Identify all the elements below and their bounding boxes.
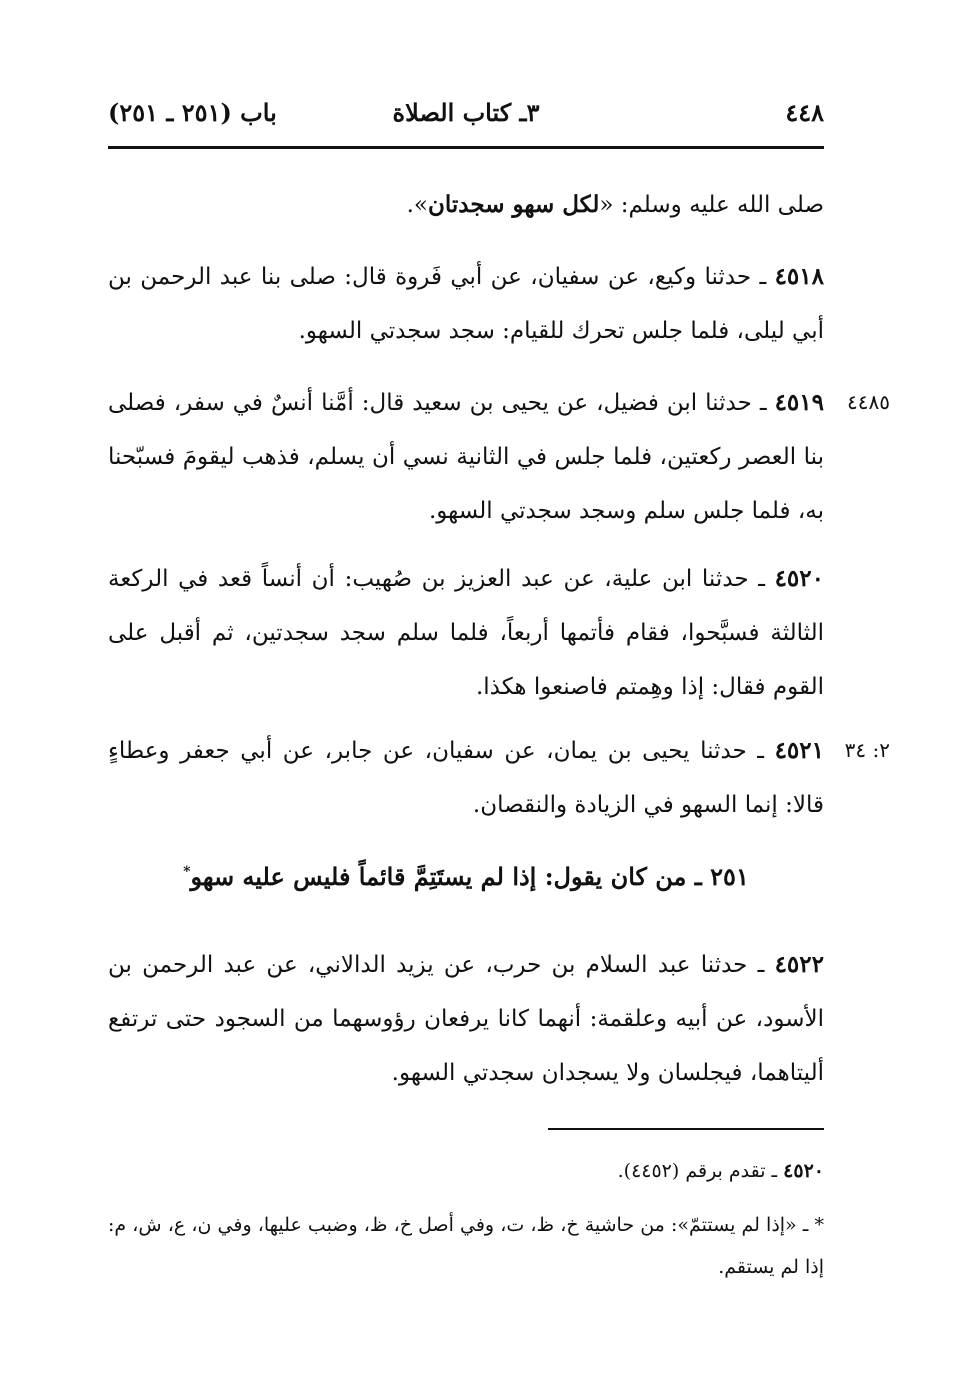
hadith-number: ٤٥٢١ [774,737,824,764]
hadith-4519 [108,376,824,538]
hadith-4521 [108,724,824,832]
section-heading-text: ٢٥١ ـ من كان يقول: إذا لم يستَتِمَّ قائماً فليس عليه سهو [190,862,749,891]
hadith-text: ـ حدثنا يحيى بن يمان، عن سفيان، عن جابر، عن أبي جعفر وعطاءٍ قالا: إنما السهو في الزيادة والنقصان. [108,738,824,818]
footnote-1 [108,1150,824,1192]
hadith-text: ـ حدثنا ابن علية، عن عبد العزيز بن صُهيب: أن أنساً قعد في الركعة الثالثة فسبَّحوا، فقام فأتمها أربعاً، فلما سلم سجد سجدتين، ثم أقبل على القوم فقال: إذا وهِمتم فاصنعوا هكذا. [108,566,824,700]
hadith-text: ـ حدثنا وكيع، عن سفيان، عن أبي فَروة قال: صلى بنا عبد الرحمن بن أبي ليلى، فلما جلس تحرك للقيام: سجد سجدتي السهو. [108,264,824,344]
section-heading [108,862,824,891]
hadith-number: ٤٥٢٢ [774,951,824,978]
margin-reference: ٢: ٣٤ [844,738,890,762]
footnote-marker: * [183,864,191,880]
hadith-text: ـ حدثنا ابن فضيل، عن يحيى بن سعيد قال: أمَّنا أنسٌ في سفر، فصلى بنا العصر ركعتين، فلما جلس في الثانية نسي أن يسلم، فذهب ليقومَ فسبّحنا به، فلما جلس سلم وسجد سجدتي السهو. [108,390,824,524]
footnote-number: ٤٥٢٠ [783,1160,824,1182]
hadith-quote: لكل سهو سجدتان [427,191,600,218]
chapter-title: ٣ـ كتاب الصلاة [392,98,540,127]
header-rule [108,146,824,149]
hadith-4518 [108,250,824,358]
hadith-4520 [108,552,824,714]
hadith-number: ٤٥١٩ [774,389,824,416]
hadith-number: ٤٥٢٠ [774,565,824,592]
section-range: باب (٢٥١ ـ ٢٥١) [108,98,277,127]
hadith-number: ٤٥١٨ [774,263,824,290]
footnote-2: * ـ «إذا لم يستتمّ»: من حاشية خ، ظ، ت، وفي أصل خ، ظ، وضبب عليها، وفي ن، ع، ش، م: إذا لم يستقم. [108,1214,824,1278]
footnote-rule [548,1128,824,1130]
page-header [108,98,824,138]
hadith-4522 [108,938,824,1100]
footnote-text: ـ تقدم برقم (٤٤٥٢). [617,1160,784,1182]
paragraph-continuation [108,178,824,232]
paragraph-text: ». [406,192,428,218]
margin-reference: ٤٤٨٥ [847,390,890,414]
page-number: ٤٤٨ [785,98,824,127]
paragraph-text: صلى الله عليه وسلم: « [599,192,824,218]
hadith-text: ـ حدثنا عبد السلام بن حرب، عن يزيد الدالاني، عن عبد الرحمن بن الأسود، عن أبيه وعلقمة: أنهما كانا يرفعان رؤوسهما من السجود حتى ترتفع أليتاهما، فيجلسان ولا يسجدان سجدتي السهو. [108,952,824,1086]
